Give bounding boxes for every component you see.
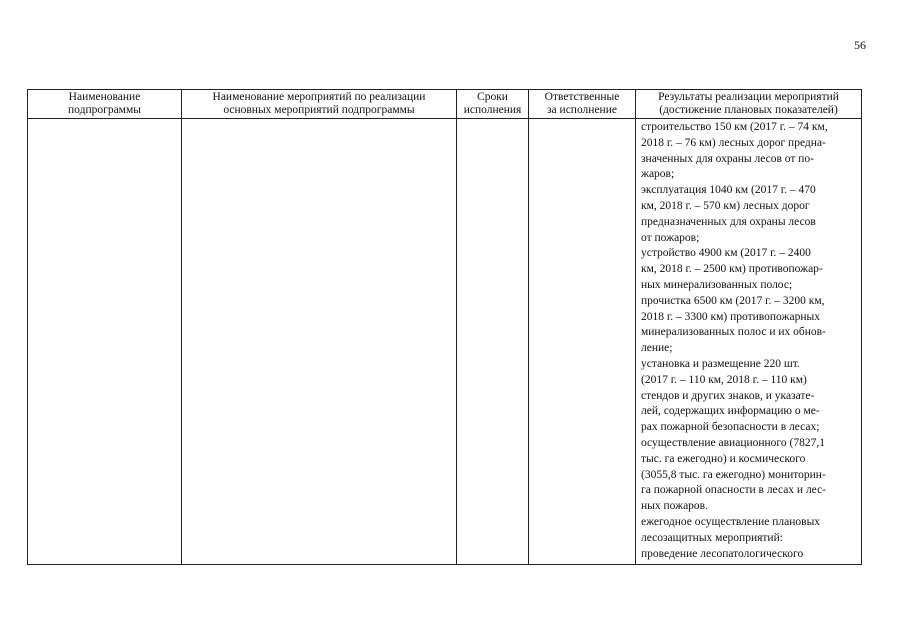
result-line: рах пожарной безопасности в лесах; (641, 421, 820, 434)
result-line: лей, содержащих информацию о ме- (641, 405, 820, 418)
result-line: (3055,8 тыс. га ежегодно) мониторин- (641, 468, 826, 481)
result-line: осуществление авиационного (7827,1 (641, 436, 825, 449)
result-line: стендов и других знаков, и указате- (641, 389, 815, 402)
result-line: 2018 г. – 3300 км) противопожарных (641, 310, 820, 323)
cell-deadlines (457, 119, 529, 565)
result-line: тыс. га ежегодно) и космического (641, 452, 806, 465)
result-line: ных пожаров. (641, 500, 708, 513)
result-line: строительство 150 км (2017 г. – 74 км, (641, 121, 828, 133)
cell-activities (182, 119, 457, 565)
cell-subprogram (28, 119, 182, 565)
page-number: 56 (854, 38, 866, 52)
result-line: км, 2018 г. – 570 км) лесных дорог (641, 199, 810, 212)
result-line: 2018 г. – 76 км) лесных дорог предна- (641, 136, 826, 149)
result-line: км, 2018 г. – 2500 км) противопожар- (641, 263, 823, 276)
result-line: предназначенных для охраны лесов (641, 215, 816, 228)
header-results: Результаты реализации мероприятий (достижение плановых показателей) (636, 90, 862, 119)
result-line: ных минерализованных полос; (641, 278, 793, 291)
cell-results (636, 119, 862, 565)
table-header-row (28, 90, 862, 119)
result-line: минерализованных полос и их обнов- (641, 326, 826, 339)
result-line: ление; (641, 342, 673, 355)
result-line: лесозащитных мероприятий: (641, 531, 783, 544)
header-activities: Наименование мероприятий по реализации основных мероприятий подпрограммы (182, 90, 457, 119)
result-line: значенных для охраны лесов от по- (641, 152, 814, 165)
result-line: ежегодное осуществление плановых (641, 515, 821, 528)
activities-table (27, 89, 862, 565)
table-row (28, 119, 862, 565)
header-responsible: Ответственные за исполнение (529, 90, 636, 119)
result-line: устройство 4900 км (2017 г. – 2400 (641, 247, 811, 260)
result-line: от пожаров; (641, 231, 700, 244)
header-subprogram: Наименование подпрограммы (28, 90, 182, 119)
result-line: га пожарной опасности в лесах и лес- (641, 484, 827, 497)
result-line: эксплуатация 1040 км (2017 г. – 470 (641, 184, 816, 197)
result-line: (2017 г. – 110 км, 2018 г. – 110 км) (641, 373, 807, 386)
header-deadlines: Сроки исполнения (457, 90, 529, 119)
cell-responsible (529, 119, 636, 565)
result-line: жаров; (641, 168, 675, 181)
result-line: установка и размещение 220 шт. (641, 357, 800, 370)
result-line: проведение лесопатологического (641, 547, 804, 560)
result-line: прочистка 6500 км (2017 г. – 3200 км, (641, 294, 825, 307)
